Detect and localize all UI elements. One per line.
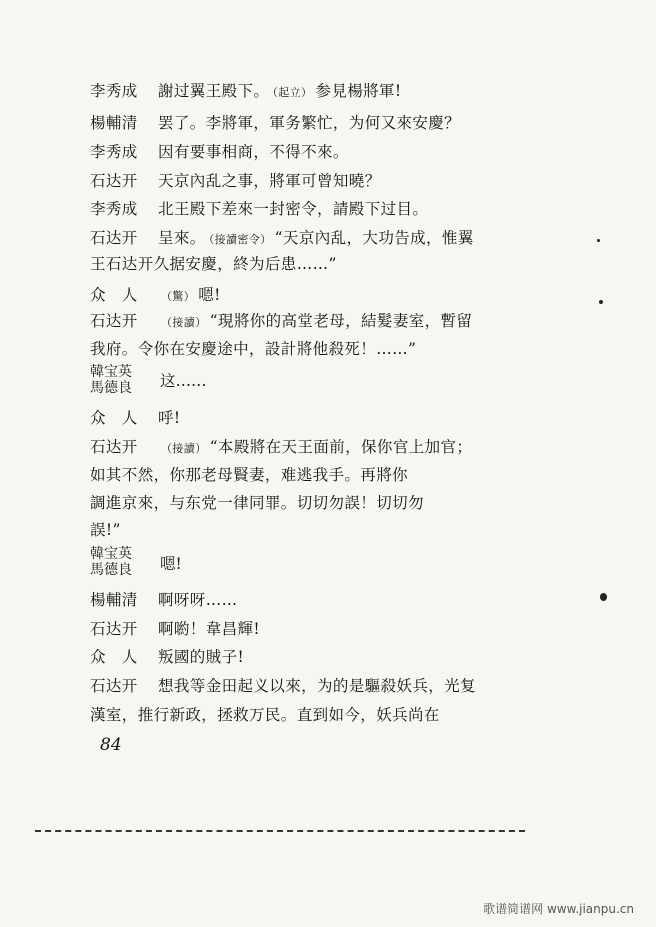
dialogue-text: 参見楊將軍! <box>315 82 402 100</box>
stage-direction: （接讀） <box>161 316 207 329</box>
speaker-name: 众 人 <box>90 409 138 427</box>
speaker-name: 石达开 <box>90 229 138 247</box>
dialogue-text: 呈來。 <box>158 229 206 247</box>
dialogue-text: 嗯! <box>160 555 182 573</box>
dialogue-line <box>90 284 510 308</box>
stage-direction: （接讀） <box>161 442 207 455</box>
dialogue-line <box>90 170 510 192</box>
speaker-name: 楊輔清 <box>90 591 138 609</box>
dialogue-continuation: 漢室，推行新政，拯救万民。直到如今，妖兵尚在 <box>90 706 440 724</box>
speaker-name: 李秀成 <box>90 82 138 100</box>
stage-direction: （起立） <box>272 86 313 99</box>
stage-direction: （驚） <box>161 290 196 303</box>
dialogue-text: “本殿將在天王面前，保你官上加官； <box>209 438 473 456</box>
speaker-name: 李秀成 <box>90 200 138 218</box>
dialogue-text: 謝过翼王殿下。 <box>158 82 270 100</box>
dialogue-text: 啊呀呀…… <box>158 591 238 609</box>
speaker-pair <box>90 364 160 396</box>
speaker-name: 众 人 <box>90 286 138 304</box>
dialogue-text: 呼! <box>158 409 181 427</box>
ink-speck <box>600 593 607 601</box>
dialogue-line <box>90 618 510 640</box>
speaker-name: 石达开 <box>90 312 138 330</box>
dialogue-text: 叛國的賊子! <box>158 648 245 666</box>
speaker-name: 石达开 <box>90 620 138 638</box>
dialogue-line <box>90 80 510 104</box>
dialogue-line <box>90 589 510 611</box>
page-number: 84 <box>100 735 122 755</box>
speaker-name: 众 人 <box>90 648 138 666</box>
dialogue-text: “現將你的高堂老母，結髮妻室，暫留 <box>209 312 473 330</box>
dialogue-line <box>90 227 510 251</box>
watermark: 歌谱简谱网 www.jianpu.cn <box>483 902 634 916</box>
speaker-name: 韓宝英 <box>90 546 132 562</box>
dialogue-line <box>90 198 510 220</box>
speaker-name: 石达开 <box>90 438 138 456</box>
dialogue-line <box>90 646 510 668</box>
bottom-rule <box>35 830 525 832</box>
ink-speck <box>597 239 600 242</box>
speaker-name: 楊輔清 <box>90 114 138 132</box>
speaker-name: 石达开 <box>90 677 138 695</box>
speaker-name: 韓宝英 <box>90 364 132 380</box>
dialogue-text: 罢了。李將軍，軍务繁忙，为何又來安慶？ <box>158 114 461 132</box>
dialogue-text: 这…… <box>160 372 207 390</box>
dialogue-text: 天京內乱之事，將軍可曾知曉？ <box>158 172 381 190</box>
dialogue-line <box>90 141 510 163</box>
dialogue-text: 北王殿下差來一封密令，請殿下过目。 <box>158 200 429 218</box>
speaker-name: 馬德良 <box>90 380 132 396</box>
stage-direction: （接讀密令） <box>208 233 272 246</box>
speaker-name: 馬德良 <box>90 562 132 578</box>
dialogue-continuation: 誤!” <box>90 521 121 539</box>
ink-speck <box>599 300 603 304</box>
speaker-name: 李秀成 <box>90 143 138 161</box>
dialogue-continuation: 如其不然，你那老母賢妻，难逃我手。再將你 <box>90 466 409 484</box>
dialogue-line <box>90 310 510 334</box>
dialogue-text: “天京內乱，大功告成，惟翼 <box>274 229 474 247</box>
dialogue-line <box>90 436 510 460</box>
dialogue-text: 因有要事相商，不得不來。 <box>158 143 349 161</box>
speaker-pair <box>90 546 160 578</box>
dialogue-continuation: 我府。令你在安慶途中，設計將他殺死！……” <box>90 340 417 358</box>
dialogue-text: 啊喲！韋昌輝! <box>158 620 261 638</box>
dialogue-line <box>90 407 510 429</box>
dialogue-text: 嗯! <box>198 286 221 304</box>
speaker-name: 石达开 <box>90 172 138 190</box>
dialogue-continuation: 王石达开久据安慶，終为后患……” <box>90 255 337 273</box>
dialogue-text: 想我等金田起义以來，为的是驅殺妖兵，光复 <box>158 677 477 695</box>
dialogue-line <box>90 675 510 697</box>
dialogue-continuation: 調進京來，与东党一律同罪。切切勿誤！切切勿 <box>90 494 424 512</box>
dialogue-line <box>90 112 510 134</box>
